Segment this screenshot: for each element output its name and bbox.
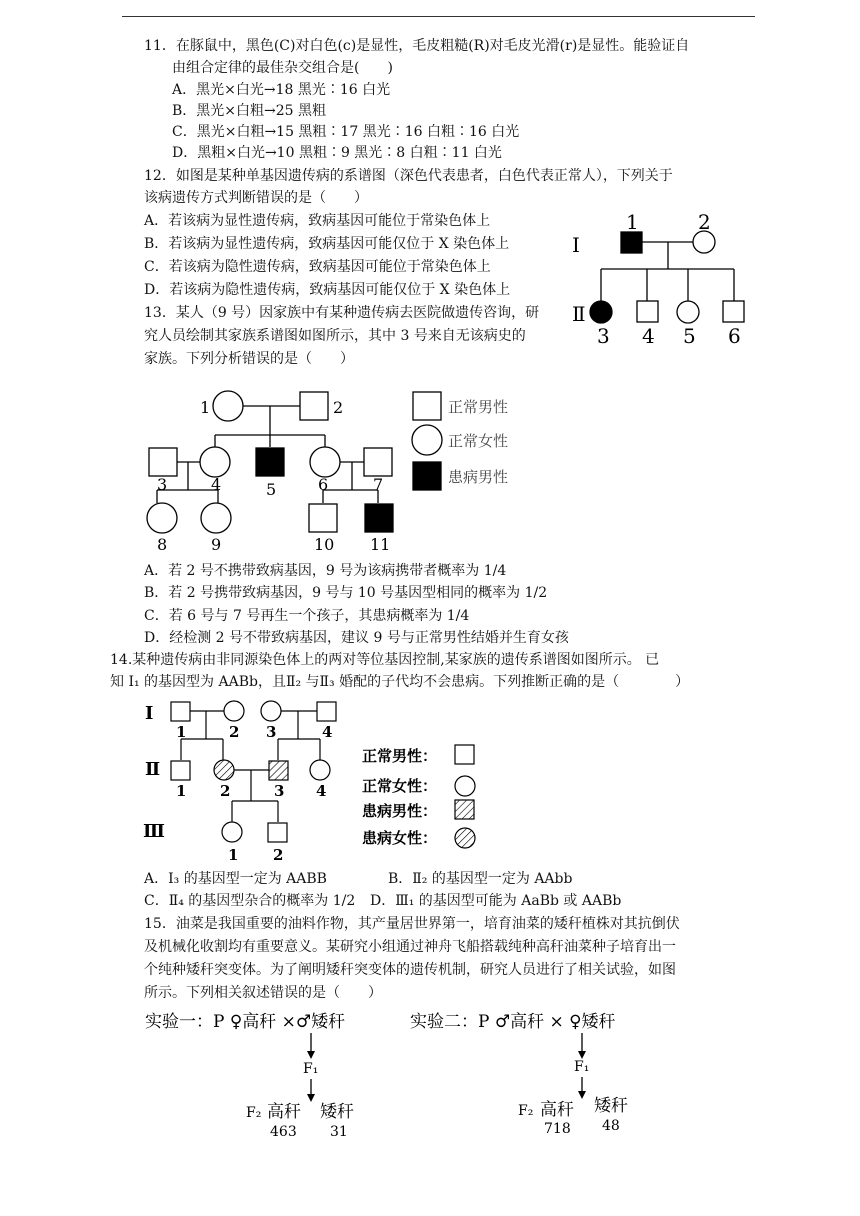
q12-pedigree	[560, 205, 760, 350]
q11-option-c: C．黑光×白粗→15 黑粗∶17 黑光∶16 白粗∶16 白光	[172, 124, 520, 140]
q11-option-a: A．黑光×白光→18 黑光∶16 白光	[172, 82, 391, 98]
gen-label: Ⅱ	[145, 759, 161, 780]
q15-experiment-figure	[140, 1005, 670, 1145]
member-number: 5	[683, 324, 696, 348]
member-number: 2	[229, 723, 240, 741]
exp1-f2: F₂	[246, 1105, 262, 1121]
legend-normal-male: 正常男性	[448, 398, 509, 416]
q14-option-d: D．Ⅲ₁ 的基因型可能为 AaBb 或 AABb	[370, 893, 622, 909]
member-number: 5	[266, 480, 277, 499]
q15-stem-line1: 15．油菜是我国重要的油料作物，其产量居世界第一，培育油菜的矮秆植株对其抗倒伏	[144, 916, 680, 932]
member-number: 3	[597, 324, 610, 348]
normal-male	[171, 761, 190, 780]
member-number: 1	[200, 398, 211, 417]
legend-normal-female-symbol	[455, 776, 475, 796]
normal-female	[200, 447, 230, 477]
member-number: 1	[228, 846, 239, 864]
q13-stem-line1: 13．某人（9 号）因家族中有某种遗传病去医院做遗传咨询，研	[144, 305, 540, 321]
q13-stem-line2: 究人员绘制其家族系谱图如图所示，其中 3 号来自无该病史的	[144, 328, 526, 344]
member-number: 2	[333, 398, 344, 417]
member-number: 4	[316, 782, 327, 800]
q12-option-a: A．若该病为显性遗传病，致病基因可能位于常染色体上	[144, 213, 491, 229]
member-number: 1	[626, 210, 639, 234]
member-number: 11	[370, 535, 391, 554]
page-top-rule	[122, 16, 755, 17]
exp1-tall-count: 463	[270, 1124, 297, 1140]
q11-stem-line1: 11．在豚鼠中，黑色(C)对白色(c)是显性，毛皮粗糙(R)对毛皮光滑(r)是显性。能验证自	[144, 38, 690, 54]
exp2-title: 实验二：P ♂高秆 × ♀矮秆	[410, 1012, 616, 1032]
normal-male	[300, 392, 328, 420]
normal-female	[310, 760, 330, 780]
normal-male	[171, 702, 190, 721]
normal-female	[261, 701, 281, 721]
legend-affected-female: 患病女性：	[362, 829, 438, 847]
exp2-short-label: 矮秆	[594, 1096, 628, 1116]
q13-option-a: A．若 2 号不携带致病基因，9 号为该病携带者概率为 1/4	[144, 563, 507, 579]
member-number: 6	[318, 475, 329, 494]
exp2-f1: F₁	[574, 1059, 590, 1075]
normal-male	[364, 448, 392, 476]
normal-female	[222, 822, 242, 842]
member-number: 9	[211, 535, 222, 554]
member-number: 2	[220, 782, 231, 800]
q13-option-d: D．经检测 2 号不带致病基因，建议 9 号与正常男性结婚并生育女孩	[144, 630, 569, 646]
affected-male	[256, 448, 284, 476]
legend-affected-male: 患病男性	[448, 468, 509, 486]
q12-option-b: B．若该病为显性遗传病，致病基因可能仅位于 X 染色体上	[144, 236, 510, 252]
legend-affected-male-symbol	[455, 800, 474, 819]
member-number: 2	[273, 846, 284, 864]
affected-male	[621, 232, 642, 253]
q15-stem-line3: 个纯种矮秆突变体。为了阐明矮秆突变体的遗传机制，研究人员进行了相关试验，如图	[144, 962, 676, 978]
exp1-short-label: 矮秆	[320, 1102, 354, 1122]
normal-male	[637, 301, 658, 322]
exp2-tall-label: 高秆	[540, 1100, 574, 1120]
normal-male	[309, 504, 337, 532]
q14-stem-line1: 14.某种遗传病由非同源染色体上的两对等位基因控制,某家族的遗传系谱图如图所示。 已	[110, 652, 660, 668]
affected-male	[269, 761, 288, 780]
legend-normal-female: 正常女性	[448, 432, 509, 450]
q12-stem-line2: 该病遗传方式判断错误的是（ ）	[144, 190, 368, 206]
legend-normal-female-symbol	[412, 425, 442, 455]
affected-male	[365, 504, 393, 532]
q13-stem-line3: 家族。下列分析错误的是（ ）	[144, 351, 354, 367]
normal-male	[149, 448, 177, 476]
normal-male	[723, 301, 744, 322]
gen-label: Ⅲ	[143, 821, 165, 842]
normal-male	[317, 702, 336, 721]
normal-female	[213, 391, 243, 421]
legend-affected-male: 患病男性：	[362, 802, 438, 820]
gen-label: Ⅰ	[145, 703, 154, 724]
member-number: 1	[176, 782, 187, 800]
legend-affected-male-symbol	[413, 462, 441, 490]
normal-female	[201, 503, 231, 533]
legend-normal-female: 正常女性：	[362, 777, 438, 795]
member-number: 4	[642, 324, 655, 348]
q13-pedigree	[140, 385, 540, 555]
normal-female	[693, 231, 715, 253]
exp2-short-count: 48	[602, 1118, 620, 1134]
q15-stem-line4: 所示。下列相关叙述错误的是（ ）	[144, 985, 382, 1001]
q14-option-c: C．Ⅱ₄ 的基因型杂合的概率为 1/2	[144, 893, 356, 909]
gen-label: Ⅱ	[572, 302, 586, 326]
legend-affected-female-symbol	[455, 828, 475, 848]
member-number: 2	[698, 210, 711, 234]
q11-option-d: D．黑粗×白光→10 黑粗∶9 黑光∶8 白粗∶11 白光	[172, 145, 502, 161]
normal-female	[677, 301, 699, 323]
member-number: 3	[157, 475, 168, 494]
exp2-f2: F₂	[518, 1103, 534, 1119]
exp1-title: 实验一：P ♀高秆 ×♂矮秆	[145, 1012, 346, 1032]
member-number: 6	[728, 324, 741, 348]
q12-option-d: D．若该病为隐性遗传病，致病基因可能仅位于 X 染色体上	[144, 282, 511, 298]
q13-option-b: B．若 2 号携带致病基因，9 号与 10 号基因型相同的概率为 1/2	[144, 585, 548, 601]
member-number: 4	[322, 723, 333, 741]
member-number: 8	[157, 535, 168, 554]
normal-female	[147, 503, 177, 533]
affected-female	[590, 301, 612, 323]
q11-option-b: B．黑光×白粗→25 黑粗	[172, 103, 327, 119]
q14-option-b: B．Ⅱ₂ 的基因型一定为 AAbb	[388, 871, 573, 887]
q11-stem-line2: 由组合定律的最佳杂交组合是( )	[172, 60, 393, 76]
legend-normal-male-symbol	[413, 392, 441, 420]
q13-option-c: C．若 6 号与 7 号再生一个孩子，其患病概率为 1/4	[144, 608, 470, 624]
q15-stem-line2: 及机械化收割均有重要意义。某研究小组通过神舟飞船搭载纯种高秆油菜种子培育出一	[144, 939, 676, 955]
normal-female	[224, 701, 244, 721]
legend-normal-male: 正常男性：	[362, 747, 438, 765]
member-number: 4	[211, 475, 222, 494]
exp1-short-count: 31	[330, 1124, 348, 1140]
member-number: 3	[274, 782, 285, 800]
exp2-tall-count: 718	[544, 1121, 571, 1137]
member-number: 3	[266, 723, 277, 741]
q14-pedigree	[140, 695, 500, 865]
affected-female	[214, 760, 234, 780]
q14-stem-line2: 知 I₁ 的基因型为 AABb，且Ⅱ₂ 与Ⅱ₃ 婚配的子代均不会患病。下列推断正确的是（ ）	[110, 674, 690, 690]
q12-option-c: C．若该病为隐性遗传病，致病基因可能位于常染色体上	[144, 259, 491, 275]
exp1-f1: F₁	[303, 1061, 319, 1077]
member-number: 10	[314, 535, 335, 554]
q14-option-a: A．I₃ 的基因型一定为 AABB	[144, 871, 327, 887]
normal-male	[268, 823, 287, 842]
member-number: 1	[176, 723, 187, 741]
q12-stem-line1: 12．如图是某种单基因遗传病的系谱图（深色代表患者，白色代表正常人），下列关于	[144, 168, 673, 184]
gen-label: Ⅰ	[572, 233, 580, 257]
member-number: 7	[373, 475, 384, 494]
legend-normal-male-symbol	[455, 745, 474, 764]
exp1-tall-label: 高秆	[267, 1102, 301, 1122]
normal-female	[310, 447, 340, 477]
